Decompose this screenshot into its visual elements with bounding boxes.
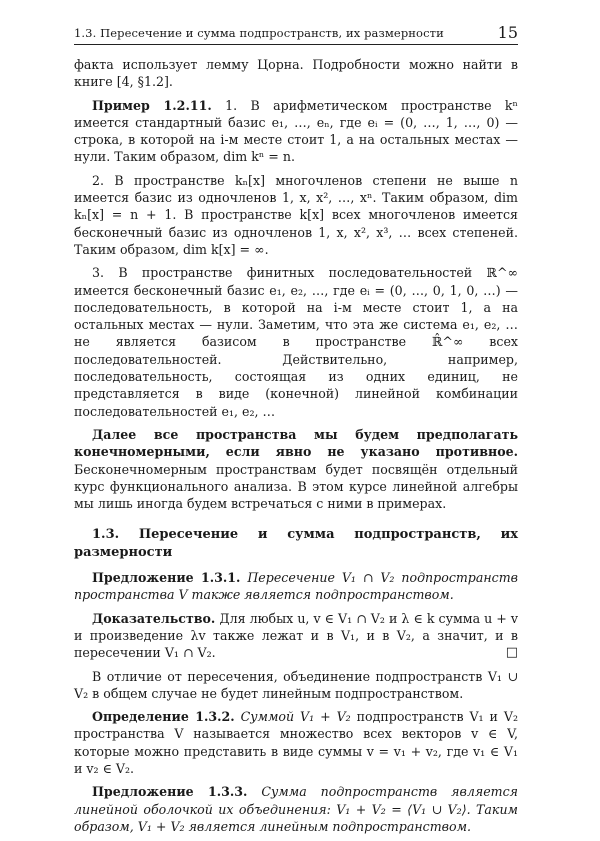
example-1-2-11 — [74, 97, 518, 166]
proposition-label: Предложение 1.3.1. — [92, 570, 241, 586]
intro-paragraph: фактa использует лемму Цорна. Подробности можно найти в книге [4, §1.2]. — [74, 57, 518, 90]
example-item-1: 1. В арифметическом пространстве kⁿ имеется стандартный базис e₁, …, eₙ, где eᵢ = (0, …, 1, …, 0) — строка, в которой на i-м месте стоит 1, а на остальных местах — нули. Таким образом, dim kⁿ = n. — [74, 97, 518, 165]
finite-dim-note — [74, 426, 518, 512]
page-number: 15 — [497, 23, 518, 42]
proof-text: Для любых u, v ∈ V₁ ∩ V₂ и λ ∈ k сумма u + v и произведение λv также лежат и в V₁, и в V₂, а значит, и в пересечении V₁ ∩ V₂. — [74, 610, 518, 661]
definition-1-3-2 — [74, 708, 518, 777]
union-note: В отличие от пересечения, объединение подпространств V₁ ∪ V₂ в общем случае не будет линейным подпространством. — [74, 668, 518, 701]
definition-text: подпространств V₁ и V₂ пространства V называется множество всех векторов v ∈ V, которые можно представить в виде суммы v = v₁ + v₂, где v₁ ∈ V₁ и v₂ ∈ V₂. — [74, 709, 519, 776]
example-item-2: 2. В пространстве kₙ[x] многочленов степени не выше n имеется базис из одночленов 1, x, x², …, xⁿ. Таким образом, dim kₙ[x] = n + 1. В пространстве k[x] всех многочленов имеется бесконечный базис из одночленов 1, x, x², x³, … всех степеней. Таким образом, dim k[x] = ∞. — [74, 172, 518, 257]
definition-term: Суммой V₁ + V₂ — [234, 709, 351, 725]
proposition-3-text: Сумма подпространств является линейной оболочкой их объединения: V₁ + V₂ = ⟨V₁ ∪ V₂⟩. Таким образом, V₁ + V₂ является линейным подпространством. — [74, 784, 518, 834]
running-header — [74, 23, 518, 44]
header-rule — [74, 44, 518, 45]
definition-label: Определение 1.3.2. — [92, 709, 235, 725]
running-header-title: 1.3. Пересечение и сумма подпространств, их размерности — [74, 26, 444, 40]
proposition-3-label: Предложение 1.3.3. — [92, 784, 248, 800]
proof — [74, 610, 518, 662]
finite-dim-rest: Бесконечномерным пространствам будет посвящён отдельный курс функционального анализа. В этом курсе линейной алгебры мы лишь иногда будем встречаться с ними в примерах. — [74, 461, 518, 512]
qed-symbol: □ — [505, 645, 518, 661]
proposition-text: Пересечение V₁ ∩ V₂ подпространств пространства V также является подпространством. — [74, 570, 518, 603]
finite-dim-bold: Далее все пространства мы будем предполагать конечномерными, если явно не указано противное. — [74, 426, 518, 460]
proposition-1-3-1 — [74, 569, 518, 604]
proposition-1-3-3 — [74, 783, 518, 835]
section-title: 1.3. Пересечение и сумма подпространств, их размерности — [74, 527, 518, 560]
example-item-3: 3. В пространстве финитных последовательностей ℝ^∞ имеется бесконечный базис e₁, e₂, …, где eᵢ = (0, …, 0, 1, 0, …) — последовательность, в которой на i-м месте стоит 1, а на остальных местах — нули. Заметим, что эта же система e₁, e₂, … не является базисом в пространстве ℝ̂^∞ всех последовательностей. Действительно, например, последовательность, состоящая из одних единиц, не представляется в виде (конечной) линейной комбинации последовательностей e₁, e₂, … — [74, 265, 518, 419]
page-body — [74, 56, 518, 841]
proof-label: Доказательство. — [92, 610, 216, 626]
example-label: Пример 1.2.11. — [92, 97, 212, 113]
